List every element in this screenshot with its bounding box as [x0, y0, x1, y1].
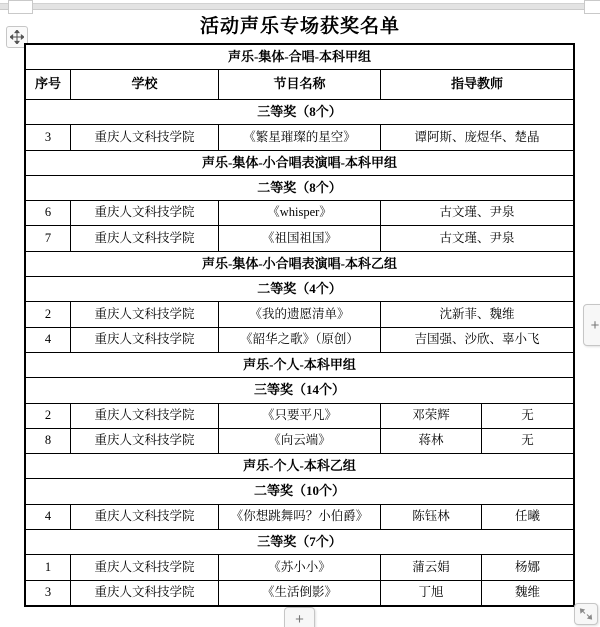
award-tier-cell[interactable]: 三等奖（7个）	[257, 534, 342, 550]
teachers-cell[interactable]: 古文瑾、尹泉	[439, 205, 515, 220]
program-cell[interactable]: 《生活倒影》	[219, 581, 381, 605]
award-tier-row	[26, 530, 573, 555]
award-tier-cell[interactable]: 三等奖（14个）	[253, 382, 345, 398]
teacher-cell[interactable]: 无	[521, 407, 534, 422]
serial-cell[interactable]: 4	[26, 505, 71, 529]
table-resize-handle[interactable]	[574, 603, 598, 625]
program-cell[interactable]: 《向云端》	[219, 429, 381, 453]
teacher-cell[interactable]: 无	[521, 433, 534, 448]
school-header-cell[interactable]: 学校	[71, 70, 219, 99]
serial-cell[interactable]: 4	[26, 328, 71, 352]
serial-cell[interactable]: 8	[26, 429, 71, 453]
serial-cell[interactable]: 3	[26, 581, 71, 605]
teacher-cell[interactable]: 任曦	[514, 508, 540, 523]
teachers-cell[interactable]: 沈新菲、魏维	[439, 306, 515, 321]
category-cell[interactable]: 声乐-个人-本科乙组	[243, 458, 356, 474]
school-cell[interactable]: 重庆人文科技学院	[71, 201, 219, 225]
school-cell[interactable]: 重庆人文科技学院	[71, 581, 219, 605]
teachers-cell[interactable]: 古文瑾、尹泉	[439, 230, 515, 245]
program-cell[interactable]: 《只要平凡》	[219, 404, 381, 428]
teachers-cell[interactable]: 吉国强、沙欣、辜小飞	[414, 331, 540, 346]
entry-row	[26, 581, 573, 605]
program-cell[interactable]: 《苏小小》	[219, 555, 381, 579]
program-cell[interactable]: 《韶华之歌》（原创）	[219, 328, 381, 352]
school-cell[interactable]: 重庆人文科技学院	[71, 505, 219, 529]
insert-row-button[interactable]	[284, 607, 315, 627]
performer-cell[interactable]: 邓荣辉	[381, 404, 482, 428]
serial-cell[interactable]: 2	[26, 404, 71, 428]
entry-row	[26, 404, 573, 429]
program-cell[interactable]: 《繁星璀璨的星空》	[219, 125, 381, 149]
serial-cell[interactable]: 7	[26, 226, 71, 250]
category-cell[interactable]: 声乐-集体-合唱-本科甲组	[228, 49, 371, 64]
insert-column-button[interactable]	[583, 304, 600, 346]
school-cell[interactable]: 重庆人文科技学院	[71, 302, 219, 326]
serial-cell[interactable]: 1	[26, 555, 71, 579]
page-title[interactable]: 活动声乐专场获奖名单	[199, 16, 400, 37]
serial-cell[interactable]: 2	[26, 302, 71, 326]
entry-row	[26, 201, 573, 226]
category-cell[interactable]: 声乐-集体-小合唱表演唱-本科甲组	[202, 154, 397, 170]
entry-row	[26, 555, 573, 580]
entry-row	[26, 505, 573, 530]
entry-row	[26, 226, 573, 251]
school-cell[interactable]: 重庆人文科技学院	[71, 555, 219, 579]
category-row	[26, 45, 573, 70]
awards-table	[24, 43, 575, 607]
plus-icon: +	[590, 316, 600, 334]
award-tier-row	[26, 479, 573, 504]
program-header-cell[interactable]: 节目名称	[219, 70, 381, 99]
program-cell[interactable]: 《我的遗愿清单》	[219, 302, 381, 326]
category-row	[26, 353, 573, 378]
school-cell[interactable]: 重庆人文科技学院	[71, 125, 219, 149]
award-tier-row	[26, 378, 573, 403]
serial-cell[interactable]: 6	[26, 201, 71, 225]
plus-icon: +	[295, 611, 304, 627]
award-tier-cell[interactable]: 三等奖（8个）	[257, 103, 342, 119]
entry-row	[26, 302, 573, 327]
award-tier-cell[interactable]: 二等奖（10个）	[253, 483, 345, 499]
teacher-cell[interactable]: 魏维	[514, 584, 540, 599]
category-row	[26, 252, 573, 277]
award-tier-row	[26, 277, 573, 302]
category-row	[26, 454, 573, 479]
program-cell[interactable]: 《你想跳舞吗？小伯爵》	[219, 505, 381, 529]
entry-row	[26, 328, 573, 353]
program-cell[interactable]: 《whisper》	[219, 201, 381, 225]
entry-row	[26, 125, 573, 150]
program-cell[interactable]: 《祖国祖国》	[219, 226, 381, 250]
award-tier-cell[interactable]: 二等奖（4个）	[257, 281, 342, 297]
teacher-cell[interactable]: 杨娜	[514, 559, 540, 574]
category-row	[26, 151, 573, 176]
award-tier-cell[interactable]: 二等奖（8个）	[257, 179, 342, 195]
performer-cell[interactable]: 陈钰林	[381, 505, 482, 529]
award-tier-row	[26, 100, 573, 125]
school-cell[interactable]: 重庆人文科技学院	[71, 404, 219, 428]
serial-header-cell[interactable]: 序号	[26, 70, 71, 99]
school-cell[interactable]: 重庆人文科技学院	[71, 429, 219, 453]
performer-cell[interactable]: 丁旭	[381, 581, 482, 605]
teachers-cell[interactable]: 谭阿斯、庞煜华、楚晶	[414, 129, 540, 144]
entry-row	[26, 429, 573, 454]
teacher-header-cell[interactable]: 指导教师	[450, 76, 503, 92]
school-cell[interactable]: 重庆人文科技学院	[71, 226, 219, 250]
serial-cell[interactable]: 3	[26, 125, 71, 149]
diagonal-resize-icon	[579, 608, 593, 620]
category-cell[interactable]: 声乐-集体-小合唱表演唱-本科乙组	[202, 255, 397, 271]
award-tier-row	[26, 176, 573, 201]
school-cell[interactable]: 重庆人文科技学院	[71, 328, 219, 352]
category-cell[interactable]: 声乐-个人-本科甲组	[243, 356, 356, 372]
top-scrollbar	[0, 3, 600, 10]
table-header-row	[26, 70, 573, 100]
performer-cell[interactable]: 蒲云娟	[381, 555, 482, 579]
performer-cell[interactable]: 蒋林	[381, 429, 482, 453]
